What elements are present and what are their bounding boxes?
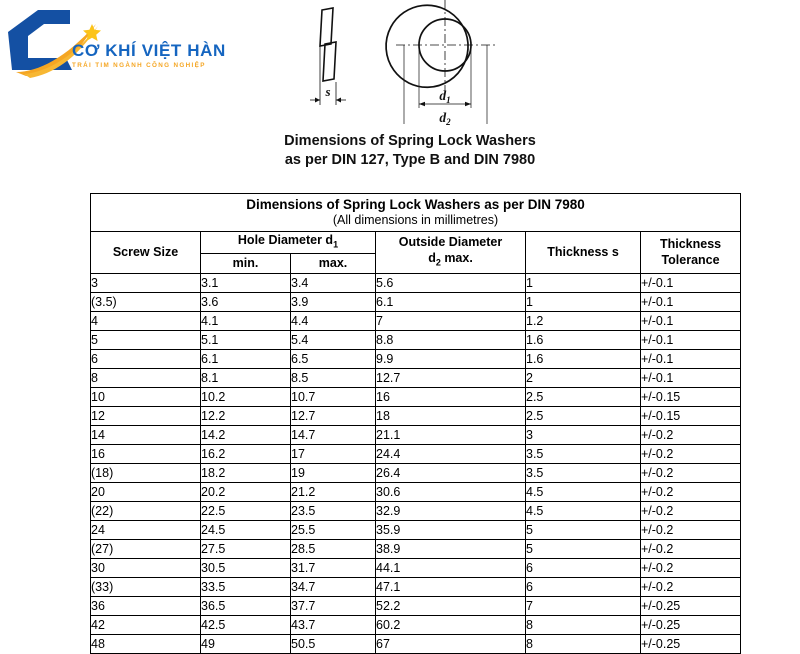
logo-company-name: CƠ KHÍ VIỆT HÀN <box>72 41 226 60</box>
table-row <box>91 273 741 292</box>
table-row <box>91 368 741 387</box>
cell-hole_max: 34.7 <box>291 577 376 596</box>
cell-hole_min: 16.2 <box>201 444 291 463</box>
cell-tolerance: +/-0.15 <box>641 387 741 406</box>
cell-outside_diameter: 47.1 <box>376 577 526 596</box>
table-row <box>91 444 741 463</box>
cell-thickness: 6 <box>526 577 641 596</box>
cell-outside_diameter: 7 <box>376 311 526 330</box>
header-hole-diameter-label: Hole Diameter d <box>237 233 334 247</box>
table-row <box>91 520 741 539</box>
cell-hole_min: 27.5 <box>201 539 291 558</box>
cell-thickness: 5 <box>526 520 641 539</box>
cell-screw_size: 12 <box>91 406 201 425</box>
cell-hole_max: 25.5 <box>291 520 376 539</box>
cell-screw_size: 5 <box>91 330 201 349</box>
cell-tolerance: +/-0.1 <box>641 349 741 368</box>
cell-hole_max: 14.7 <box>291 425 376 444</box>
dimension-label-s: s <box>325 84 331 99</box>
logo-tagline: TRÁI TIM NGÀNH CÔNG NGHIỆP <box>72 62 206 69</box>
cell-hole_max: 4.4 <box>291 311 376 330</box>
cell-hole_max: 10.7 <box>291 387 376 406</box>
cell-outside_diameter: 30.6 <box>376 482 526 501</box>
cell-hole_min: 4.1 <box>201 311 291 330</box>
cell-screw_size: 42 <box>91 615 201 634</box>
cell-hole_max: 6.5 <box>291 349 376 368</box>
cell-outside_diameter: 12.7 <box>376 368 526 387</box>
cell-outside_diameter: 24.4 <box>376 444 526 463</box>
cell-hole_min: 22.5 <box>201 501 291 520</box>
company-logo <box>0 4 240 84</box>
cell-outside_diameter: 44.1 <box>376 558 526 577</box>
cell-thickness: 3.5 <box>526 463 641 482</box>
table-body <box>91 273 741 653</box>
table-title-row <box>91 194 741 214</box>
cell-thickness: 8 <box>526 634 641 653</box>
cell-tolerance: +/-0.25 <box>641 634 741 653</box>
dimension-label-d1: $d_1$ <box>439 88 451 105</box>
table-row <box>91 615 741 634</box>
cell-screw_size: 20 <box>91 482 201 501</box>
cell-thickness: 1 <box>526 273 641 292</box>
cell-outside_diameter: 52.2 <box>376 596 526 615</box>
cell-outside_diameter: 32.9 <box>376 501 526 520</box>
cell-hole_min: 20.2 <box>201 482 291 501</box>
cell-screw_size: 16 <box>91 444 201 463</box>
cell-hole_min: 42.5 <box>201 615 291 634</box>
cell-outside_diameter: 18 <box>376 406 526 425</box>
cell-thickness: 7 <box>526 596 641 615</box>
cell-screw_size: 14 <box>91 425 201 444</box>
cell-thickness: 2.5 <box>526 406 641 425</box>
cell-outside_diameter: 38.9 <box>376 539 526 558</box>
table-row <box>91 311 741 330</box>
cell-screw_size: 6 <box>91 349 201 368</box>
cell-outside_diameter: 26.4 <box>376 463 526 482</box>
cell-thickness: 8 <box>526 615 641 634</box>
header-outside-diameter-line2 <box>376 250 525 271</box>
cell-thickness: 5 <box>526 539 641 558</box>
cell-hole_min: 12.2 <box>201 406 291 425</box>
cell-hole_min: 24.5 <box>201 520 291 539</box>
cell-outside_diameter: 35.9 <box>376 520 526 539</box>
cell-thickness: 4.5 <box>526 501 641 520</box>
cell-tolerance: +/-0.2 <box>641 482 741 501</box>
cell-hole_max: 3.9 <box>291 292 376 311</box>
cell-outside_diameter: 6.1 <box>376 292 526 311</box>
cell-hole_max: 12.7 <box>291 406 376 425</box>
cell-hole_max: 23.5 <box>291 501 376 520</box>
header-od-d: d <box>428 251 436 265</box>
cell-outside_diameter: 21.1 <box>376 425 526 444</box>
cell-screw_size: (27) <box>91 539 201 558</box>
dimensions-table <box>90 193 741 654</box>
cell-thickness: 1.2 <box>526 311 641 330</box>
cell-tolerance: +/-0.2 <box>641 501 741 520</box>
cell-hole_min: 30.5 <box>201 558 291 577</box>
cell-hole_min: 8.1 <box>201 368 291 387</box>
cell-thickness: 4.5 <box>526 482 641 501</box>
table-row <box>91 558 741 577</box>
table-header-row-1 <box>91 232 741 254</box>
cell-tolerance: +/-0.1 <box>641 292 741 311</box>
cell-tolerance: +/-0.15 <box>641 406 741 425</box>
cell-screw_size: 3 <box>91 273 201 292</box>
cell-thickness: 6 <box>526 558 641 577</box>
cell-thickness: 1 <box>526 292 641 311</box>
cell-hole_max: 5.4 <box>291 330 376 349</box>
logo-text <box>72 42 242 71</box>
cell-thickness: 2 <box>526 368 641 387</box>
cell-hole_max: 17 <box>291 444 376 463</box>
cell-hole_min: 6.1 <box>201 349 291 368</box>
cell-hole_max: 37.7 <box>291 596 376 615</box>
cell-hole_max: 3.4 <box>291 273 376 292</box>
cell-thickness: 3.5 <box>526 444 641 463</box>
cell-tolerance: +/-0.1 <box>641 311 741 330</box>
cell-screw_size: 30 <box>91 558 201 577</box>
table-row <box>91 596 741 615</box>
cell-screw_size: (33) <box>91 577 201 596</box>
table-row <box>91 634 741 653</box>
cell-outside_diameter: 8.8 <box>376 330 526 349</box>
cell-thickness: 1.6 <box>526 349 641 368</box>
spring-lock-washer-diagram <box>300 0 540 125</box>
cell-hole_max: 43.7 <box>291 615 376 634</box>
cell-thickness: 1.6 <box>526 330 641 349</box>
cell-hole_max: 50.5 <box>291 634 376 653</box>
cell-hole_min: 5.1 <box>201 330 291 349</box>
cell-tolerance: +/-0.1 <box>641 368 741 387</box>
cell-screw_size: (3.5) <box>91 292 201 311</box>
cell-tolerance: +/-0.2 <box>641 577 741 596</box>
table-title: Dimensions of Spring Lock Washers as per DIN 7980 <box>91 194 741 214</box>
table-row <box>91 330 741 349</box>
header-tolerance-line2: Tolerance <box>661 253 720 268</box>
cell-screw_size: 48 <box>91 634 201 653</box>
cell-hole_min: 3.1 <box>201 273 291 292</box>
cell-hole_min: 18.2 <box>201 463 291 482</box>
cell-tolerance: +/-0.1 <box>641 330 741 349</box>
table-row <box>91 463 741 482</box>
caption-line-1: Dimensions of Spring Lock Washers <box>284 133 536 149</box>
header-tolerance-line1: Thickness <box>659 237 722 252</box>
table-row <box>91 349 741 368</box>
header-od-subscript: 2 <box>435 257 441 268</box>
cell-screw_size: 36 <box>91 596 201 615</box>
table-row <box>91 387 741 406</box>
cell-hole_min: 14.2 <box>201 425 291 444</box>
table-row <box>91 425 741 444</box>
cell-hole_max: 8.5 <box>291 368 376 387</box>
cell-tolerance: +/-0.2 <box>641 558 741 577</box>
cell-outside_diameter: 9.9 <box>376 349 526 368</box>
table-row <box>91 539 741 558</box>
table-row <box>91 482 741 501</box>
header-od-max: max. <box>440 251 473 265</box>
cell-tolerance: +/-0.2 <box>641 444 741 463</box>
cell-screw_size: (22) <box>91 501 201 520</box>
cell-outside_diameter: 60.2 <box>376 615 526 634</box>
cell-tolerance: +/-0.2 <box>641 520 741 539</box>
cell-thickness: 3 <box>526 425 641 444</box>
header-outside-diameter <box>376 232 526 274</box>
dimensions-table-container <box>90 193 740 654</box>
header-hole-diameter-subscript: 1 <box>333 239 339 250</box>
cell-outside_diameter: 67 <box>376 634 526 653</box>
header-screw-size: Screw Size <box>91 232 201 274</box>
cell-hole_max: 28.5 <box>291 539 376 558</box>
cell-hole_min: 33.5 <box>201 577 291 596</box>
cell-tolerance: +/-0.25 <box>641 596 741 615</box>
caption-line-2: as per DIN 127, Type B and DIN 7980 <box>284 152 536 168</box>
cell-hole_min: 3.6 <box>201 292 291 311</box>
cell-screw_size: 8 <box>91 368 201 387</box>
cell-tolerance: +/-0.25 <box>641 615 741 634</box>
cell-screw_size: 4 <box>91 311 201 330</box>
cell-tolerance: +/-0.2 <box>641 539 741 558</box>
cell-hole_max: 21.2 <box>291 482 376 501</box>
cell-hole_min: 36.5 <box>201 596 291 615</box>
cell-screw_size: 24 <box>91 520 201 539</box>
table-row <box>91 292 741 311</box>
header-hole-min: min. <box>201 253 291 273</box>
table-row <box>91 501 741 520</box>
table-row <box>91 406 741 425</box>
cell-hole_max: 31.7 <box>291 558 376 577</box>
header-thickness: Thickness s <box>526 232 641 274</box>
header-hole-max: max. <box>291 253 376 273</box>
cell-outside_diameter: 16 <box>376 387 526 406</box>
cell-outside_diameter: 5.6 <box>376 273 526 292</box>
cell-screw_size: 10 <box>91 387 201 406</box>
cell-hole_min: 10.2 <box>201 387 291 406</box>
cell-hole_min: 49 <box>201 634 291 653</box>
table-subtitle-row <box>91 213 741 232</box>
cell-tolerance: +/-0.2 <box>641 425 741 444</box>
table-subtitle: (All dimensions in millimetres) <box>91 213 741 232</box>
cell-screw_size: (18) <box>91 463 201 482</box>
cell-tolerance: +/-0.1 <box>641 273 741 292</box>
diagram-caption <box>180 132 640 170</box>
table-row <box>91 577 741 596</box>
header-thickness-tolerance <box>641 232 741 274</box>
cell-thickness: 2.5 <box>526 387 641 406</box>
cell-hole_max: 19 <box>291 463 376 482</box>
dimension-label-d2: $d_2$ <box>439 110 451 125</box>
header-outside-diameter-line1: Outside Diameter <box>398 235 503 249</box>
cell-tolerance: +/-0.2 <box>641 463 741 482</box>
header-hole-diameter <box>201 232 376 254</box>
